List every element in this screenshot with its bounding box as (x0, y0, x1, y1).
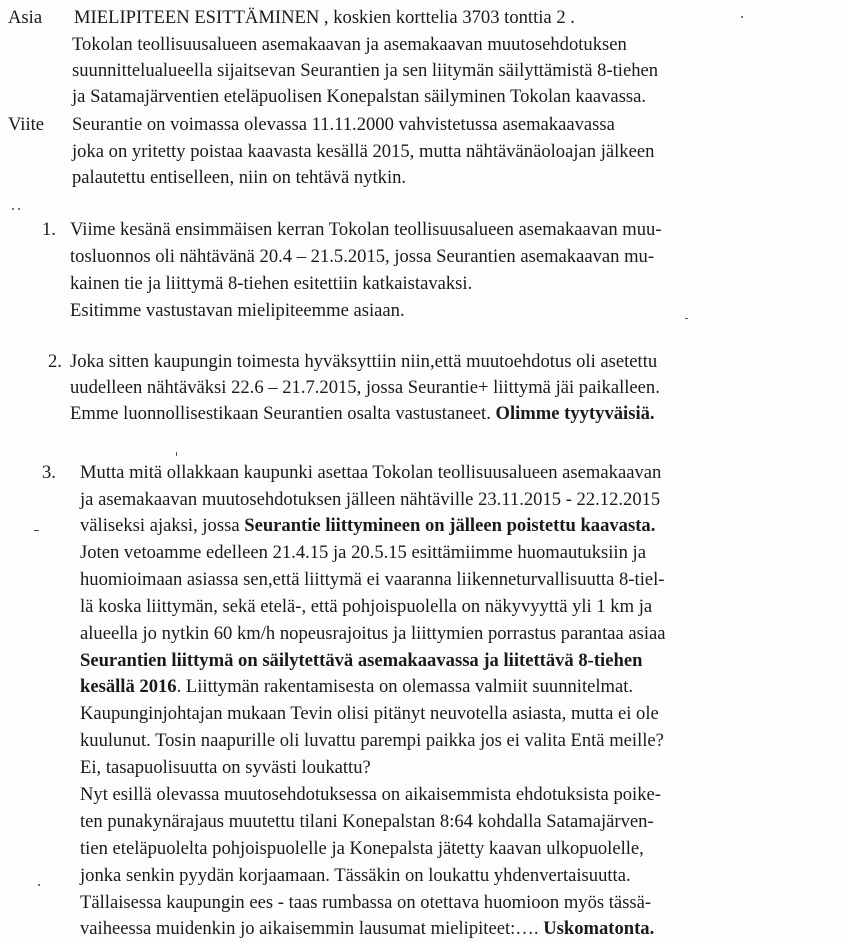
item-1-line: kainen tie ja liittymä 8-tiehen esitettiin katkaistavaksi. (70, 273, 473, 294)
scan-speck (685, 318, 688, 319)
item-3-line: huomioimaan asiassa sen,että liittymä ei vaaranna liikenneturvallisuutta 8-tiel- (80, 569, 665, 590)
item-3-text: vaiheessa muidenkin jo aikaisemmin lausumat mielipiteet:…. (80, 918, 544, 939)
item-3-bold: kesällä 2016 (80, 676, 177, 697)
item-3-line (80, 917, 654, 940)
viite-line: palautettu entiselleen, niin on tehtävä nytkin. (72, 167, 407, 188)
viite-heading (8, 113, 615, 136)
item-3-line: tien eteläpuolelta pohjoispuolelle ja Konepalsta jätetty kaavan ulkopuolelle, (80, 838, 644, 859)
item-1-line: tosluonnos oli nähtävänä 20.4 – 21.5.2015, jossa Seurantien asemakaavan mu- (70, 246, 655, 267)
scan-speck (176, 452, 177, 456)
item-3-line: Ei, tasapuolisuutta on syvästi loukattu? (80, 757, 371, 778)
item-3-line: kuulunut. Tosin naapurille oli luvattu parempi paikka jos ei valita Entä meille? (80, 730, 664, 751)
scan-speck (12, 208, 14, 210)
scan-speck (741, 16, 743, 18)
item-1-number: 1. (42, 219, 56, 240)
item-3-line: Kaupunginjohtajan mukaan Tevin olisi pitänyt neuvotella asiasta, mutta ei ole (80, 703, 659, 724)
item-2-line: uudelleen nähtäväksi 22.6 – 21.7.2015, jossa Seurantie+ liittymä jäi paikalleen. (70, 377, 660, 398)
item-3-bold: Seurantie liittymineen on jälleen poistettu kaavasta. (244, 515, 656, 536)
item-3-line: ten punakynärajaus muutettu tilani Konepalstan 8:64 kohdalla Satamajärven- (80, 811, 654, 832)
viite-line: Seurantie on voimassa olevassa 11.11.2000 vahvistetussa asemakaavassa (72, 114, 615, 135)
item-1-line: Esitimme vastustavan mielipiteemme asiaan. (70, 300, 405, 321)
item-2-bold-end: Olimme tyytyväisiä. (495, 403, 655, 424)
viite-line: joka on yritetty poistaa kaavasta kesällä 2015, mutta nähtävänäoloajan jälkeen (72, 141, 655, 162)
item-3-text: . Liittymän rakentamisesta on olemassa valmiit suunnitelmat. (176, 676, 634, 697)
asia-label: Asia (8, 7, 43, 28)
item-3-number: 3. (42, 462, 56, 483)
item-2-line (70, 402, 655, 425)
asia-title: MIELIPITEEN ESITTÄMINEN , koskien korttelia 3703 tonttia 2 . (74, 7, 575, 28)
asia-line: suunnittelualueella sijaitsevan Seurantien ja sen liitymän säilyttämistä 8-tiehen (72, 60, 659, 81)
scan-speck (34, 530, 39, 531)
item-1-line: Viime kesänä ensimmäisen kerran Tokolan teollisuusalueen asemakaavan muu- (70, 219, 662, 240)
item-2-number: 2. (48, 351, 62, 372)
item-3-line: lä koska liittymän, sekä etelä-, että pohjoispuolella on näkyvyyttä yli 1 km ja (80, 596, 653, 617)
item-3-bold: Uskomatonta. (543, 918, 655, 939)
viite-label: Viite (8, 114, 45, 135)
item-2-line: Joka sitten kaupungin toimesta hyväksyttiin niin,että muutoehdotus oli asetettu (70, 351, 658, 372)
item-3-line (80, 514, 655, 537)
item-3-line: Joten vetoamme edelleen 21.4.15 ja 20.5.15 esittämiimme huomautuksiin ja (80, 542, 646, 563)
asia-line: ja Satamajärventien eteläpuolisen Konepalstan säilyminen Tokolan kaavassa. (72, 86, 647, 107)
item-3-line: alueella jo nytkin 60 km/h nopeusrajoitus ja liittymien porrastus parantaa asiaa (80, 623, 666, 644)
item-3-line (80, 675, 633, 698)
asia-line: Tokolan teollisuusalueen asemakaavan ja asemakaavan muutosehdotuksen (72, 34, 627, 55)
item-3-line: Mutta mitä ollakkaan kaupunki asettaa Tokolan teollisuusalueen asemakaavan (80, 462, 662, 483)
asia-heading (8, 6, 575, 29)
item-3-line: ja asemakaavan muutosehdotuksen jälleen nähtäville 23.11.2015 - 22.12.2015 (80, 489, 661, 510)
item-3-text: väliseksi ajaksi, jossa (80, 515, 245, 536)
item-3-line: Tällaisessa kaupungin ees - taas rumbassa on otettava huomioon myös tässä- (80, 892, 652, 913)
item-3-line: Nyt esillä olevassa muutosehdotuksessa on aikaisemmista ehdotuksista poike- (80, 784, 661, 805)
scan-speck (38, 884, 40, 886)
item-3-bold: Seurantien liittymä on säilytettävä asemakaavassa ja liitettävä 8-tiehen (80, 650, 643, 671)
item-3-line (80, 649, 642, 672)
scan-speck (18, 208, 20, 210)
item-3-line: jonka senkin pyydän korjaamaan. Tässäkin on loukattu yhdenvertaisuutta. (80, 865, 631, 886)
item-2-text: Emme luonnollisestikaan Seurantien osalta vastustaneet. (70, 403, 491, 424)
